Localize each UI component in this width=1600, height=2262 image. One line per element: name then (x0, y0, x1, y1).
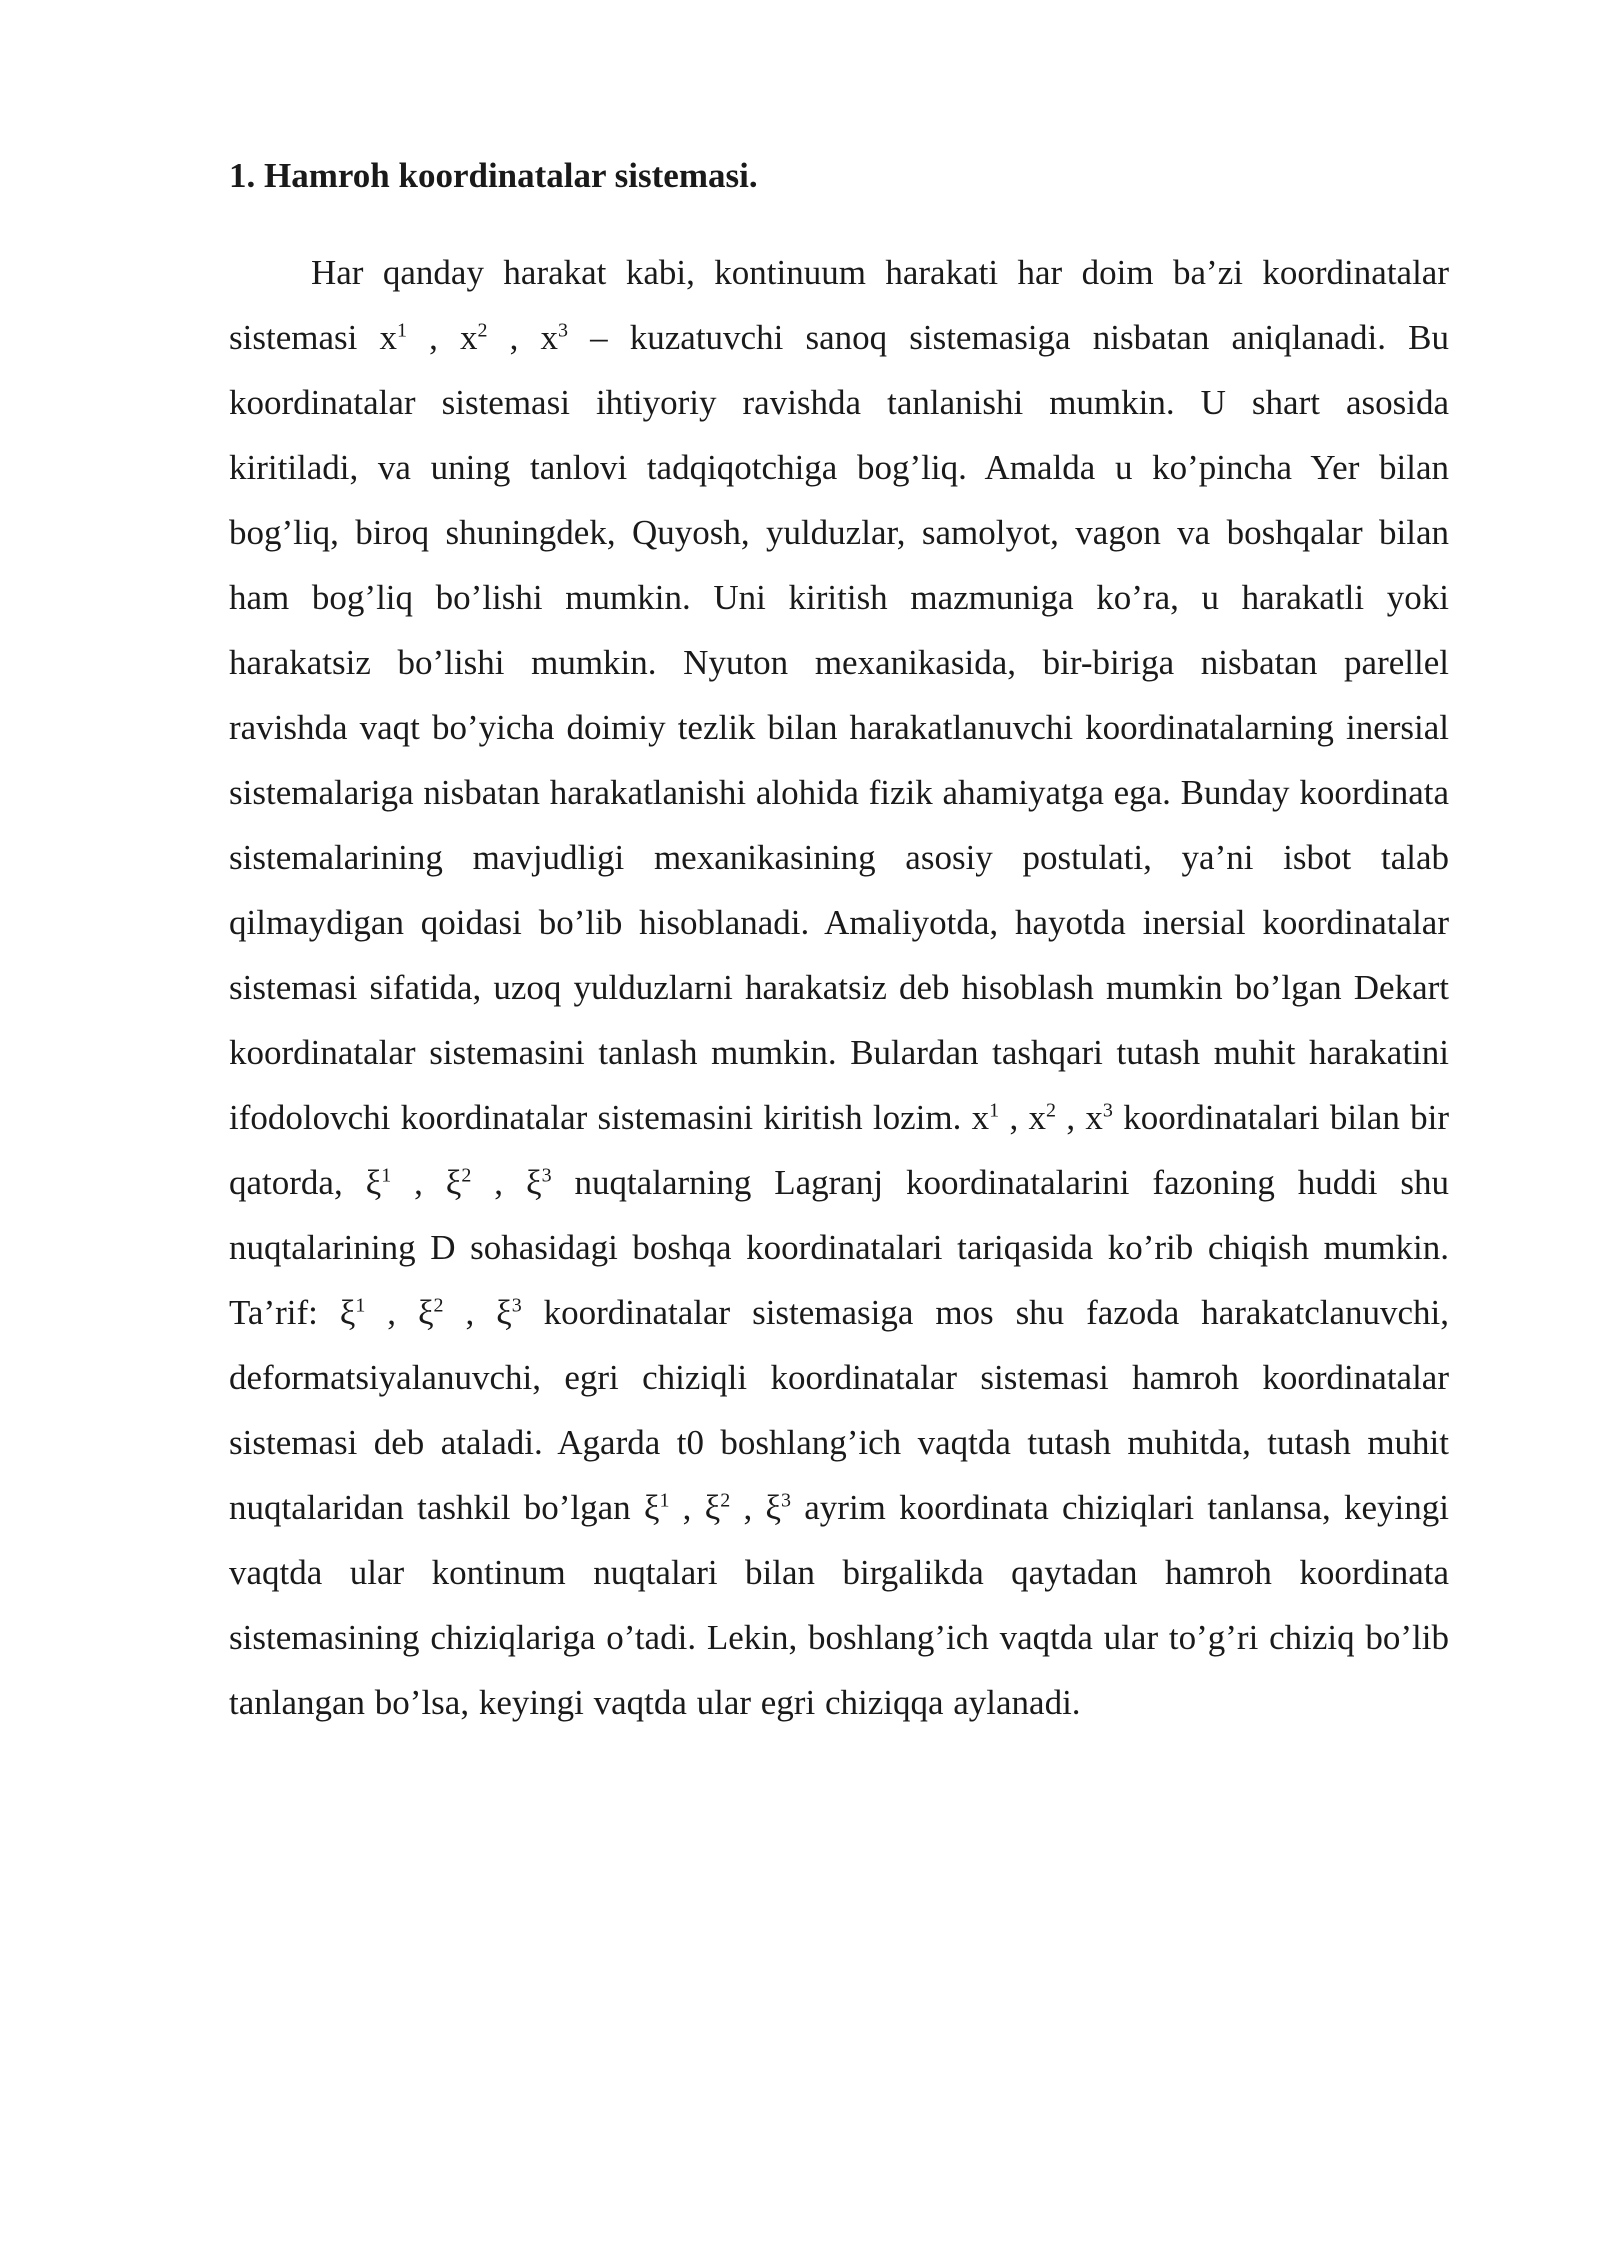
math-symbol: ξ (339, 1293, 356, 1332)
separator: , (999, 1098, 1029, 1137)
text-run: koordinatalar sistemasiga mos shu fazoda harakatclanuvchi, deformatsiyalanuvchi, egri chiziqli koordinatalar sistemasi hamroh koordinatalar sistemasi deb ataladi. Agarda t0 boshlang’ich vaqtda tutash muhitda, tutash muhit nuqtalaridan tashkil bo’lgan (229, 1293, 1450, 1527)
text-run: Har qanday harakat kabi, kontinuum harakati har doim ba’zi koordinatalar sistemasi (229, 253, 1449, 357)
superscript: 3 (781, 1489, 792, 1512)
math-symbol: x (540, 318, 558, 357)
separator: , (471, 1163, 526, 1202)
math-symbol: x (1085, 1098, 1103, 1137)
superscript: 2 (461, 1164, 472, 1187)
superscript: 3 (558, 319, 568, 342)
document-content (229, 150, 1449, 1735)
superscript: 3 (541, 1164, 552, 1187)
superscript: 3 (1102, 1099, 1113, 1122)
superscript: 2 (433, 1294, 444, 1317)
separator: , (391, 1163, 446, 1202)
math-symbol: ξ (643, 1488, 660, 1527)
superscript: 2 (1046, 1099, 1057, 1122)
math-symbol: x (459, 318, 478, 357)
math-symbol: ξ (525, 1163, 542, 1202)
superscript: 1 (355, 1294, 366, 1317)
superscript: 1 (989, 1099, 1000, 1122)
superscript: 2 (720, 1489, 731, 1512)
math-symbol: ξ (365, 1163, 382, 1202)
section-heading: 1. Hamroh koordinatalar sistemasi. (229, 156, 758, 195)
separator: , (487, 318, 541, 357)
text-run: nuqtalarning Lagranj koordinatalarini fazoning huddi shu nuqtalarining D sohasidagi boshqa koordinatalari tariqasida ko’rib chiqish mumkin. Ta’rif: (229, 1163, 1450, 1332)
text-run: – kuzatuvchi sanoq sistemasiga nisbatan aniqlanadi. Bu koordinatalar sistemasi ihtiyoriy ravishda tanlanishi mumkin. U shart asosida kiritiladi, va uning tanlovi tadqiqotchiga bog’liq. Amalda u ko’pincha Yer bilan bog’liq, biroq shuningdek, Quyosh, yulduzlar, samolyot, vagon va boshqalar bilan ham bog’liq bo’lishi mumkin. Uni kiritish mazmuniga ko’ra, u harakatli yoki harakatsiz bo’lishi mumkin. Nyuton mexanikasida, bir-biriga nisbatan parellel ravishda vaqt bo’yicha doimiy tezlik bilan harakatlanuvchi koordinatalarning inersial sistemalariga nisbatan harakatlanishi alohida fizik ahamiyatga ega. Bunday koordinata sistemalarining mavjudligi mexanikasining asosiy postulati, ya’ni isbot talab qilmaydigan qoidasi bo’lib hisoblanadi. Amaliyotda, hayotda inersial koordinatalar sistemasi sifatida, uzoq yulduzlarni harakatsiz deb hisoblash mumkin bo’lgan Dekart koordinatalar sistemasini tanlash mumkin. Bulardan tashqari tutash muhit harakatini ifodolovchi koordinatalar sistemasini kiritish lozim. (229, 318, 1449, 1137)
superscript: 1 (396, 319, 407, 342)
math-symbol: x (379, 318, 397, 357)
separator: , (443, 1293, 497, 1332)
math-symbol: x (1028, 1098, 1047, 1137)
math-symbol: ξ (417, 1293, 434, 1332)
math-symbol: ξ (765, 1488, 782, 1527)
separator: , (365, 1293, 418, 1332)
body-paragraph (229, 240, 1449, 1735)
math-symbol: ξ (445, 1163, 462, 1202)
text-run: koordinatalari bilan bir qatorda, (229, 1098, 1450, 1202)
superscript: 2 (477, 319, 488, 342)
superscript: 1 (659, 1489, 670, 1512)
math-symbol: x (971, 1098, 990, 1137)
separator: , (730, 1488, 766, 1527)
math-symbol: ξ (704, 1488, 721, 1527)
superscript: 1 (381, 1164, 392, 1187)
math-symbol: ξ (496, 1293, 512, 1332)
separator: , (406, 318, 460, 357)
superscript: 3 (511, 1294, 522, 1317)
separator: , (1056, 1098, 1086, 1137)
separator: , (669, 1488, 705, 1527)
text-run: ayrim koordinata chiziqlari tanlansa, keyingi vaqtda ular kontinum nuqtalari bilan birgalikda qaytadan hamroh koordinata sistemasining chiziqlariga o’tadi. Lekin, boshlang’ich vaqtda ular to’g’ri chiziq bo’lib tanlangan bo’lsa, keyingi vaqtda ular egri chiziqqa aylanadi. (229, 1488, 1449, 1722)
